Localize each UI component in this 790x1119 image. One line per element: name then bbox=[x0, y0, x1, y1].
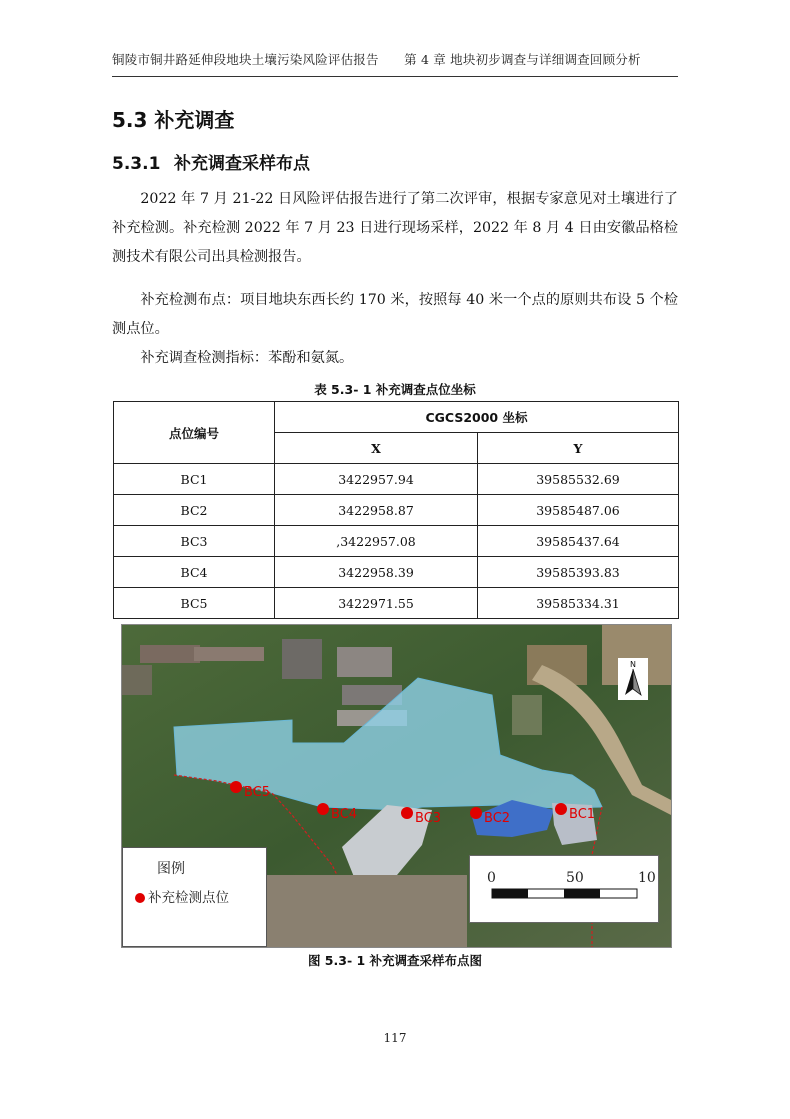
cell-point-id: BC3 bbox=[114, 526, 275, 557]
cell-y: 39585487.06 bbox=[478, 495, 679, 526]
scale-tick-10: 10 bbox=[638, 870, 656, 886]
cell-y: 39585532.69 bbox=[478, 464, 679, 495]
legend-item-label: 补充检测点位 bbox=[148, 890, 229, 906]
coordinates-table bbox=[113, 401, 679, 619]
scale-tick-50: 50 bbox=[566, 870, 584, 886]
legend-item bbox=[135, 886, 229, 906]
header-point-id: 点位编号 bbox=[114, 402, 275, 464]
cell-x: ,3422957.08 bbox=[275, 526, 478, 557]
cell-point-id: BC2 bbox=[114, 495, 275, 526]
point-label: BC5 bbox=[244, 785, 271, 800]
table-row bbox=[114, 495, 679, 526]
header-x: X bbox=[275, 433, 478, 464]
point-label: BC2 bbox=[484, 811, 511, 826]
cell-y: 39585334.31 bbox=[478, 588, 679, 619]
cell-x: 3422971.55 bbox=[275, 588, 478, 619]
bare-ground bbox=[267, 875, 467, 947]
running-header: 铜陵市铜井路延伸段地块土壤污染风险评估报告 第 4 章 地块初步调查与详细调查回顾分析 bbox=[112, 52, 641, 67]
header-y: Y bbox=[478, 433, 679, 464]
cell-x: 3422958.87 bbox=[275, 495, 478, 526]
table-caption: 表 5.3- 1 补充调查点位坐标 bbox=[314, 382, 476, 397]
scale-bar bbox=[469, 855, 659, 923]
table-row bbox=[114, 588, 679, 619]
cell-x: 3422957.94 bbox=[275, 464, 478, 495]
cell-y: 39585437.64 bbox=[478, 526, 679, 557]
header-cgcs2000: CGCS2000 坐标 bbox=[275, 402, 679, 433]
paragraph-review: 2022 年 7 月 21-22 日风险评估报告进行了第二次评审，根据专家意见对土壤进行了补充检测。补充检测 2022 年 7 月 23 日进行现场采样，2022 年 8 月 4 日由安徽品格检测技术有限公司出具检测报告。 bbox=[112, 191, 678, 265]
page-number: 117 bbox=[383, 1031, 407, 1045]
section-title: 5.3 补充调查 bbox=[112, 108, 235, 132]
paragraph-layout: 补充检测布点：项目地块东西长约 170 米，按照每 40 米一个点的原则共布设 5 个检测点位。 bbox=[112, 292, 678, 337]
table-row bbox=[114, 557, 679, 588]
subsection-number: 5.3.1 bbox=[112, 154, 161, 174]
scale-tick-0: 0 bbox=[487, 870, 496, 886]
cell-y: 39585393.83 bbox=[478, 557, 679, 588]
cell-point-id: BC5 bbox=[114, 588, 275, 619]
table-row bbox=[114, 526, 679, 557]
scale-bar-graphic bbox=[470, 856, 660, 924]
table-row bbox=[114, 464, 679, 495]
figure-caption: 图 5.3- 1 补充调查采样布点图 bbox=[307, 953, 483, 968]
north-label: N bbox=[630, 660, 636, 669]
header-rule bbox=[112, 76, 678, 77]
cell-point-id: BC1 bbox=[114, 464, 275, 495]
subsection-title bbox=[112, 149, 310, 174]
sampling-map bbox=[121, 624, 672, 948]
paragraph-indicators: 补充调查检测指标：苯酚和氨氮。 bbox=[140, 350, 354, 366]
cell-x: 3422958.39 bbox=[275, 557, 478, 588]
subsection-title-text: 补充调查采样布点 bbox=[174, 154, 310, 174]
cell-point-id: BC4 bbox=[114, 557, 275, 588]
point-label: BC1 bbox=[569, 807, 596, 822]
point-label: BC3 bbox=[415, 811, 442, 826]
point-label: BC4 bbox=[331, 807, 358, 822]
north-arrow-icon bbox=[618, 658, 648, 700]
legend-title: 图例 bbox=[157, 861, 185, 877]
map-legend bbox=[122, 847, 267, 947]
red-dot-icon bbox=[135, 893, 145, 903]
